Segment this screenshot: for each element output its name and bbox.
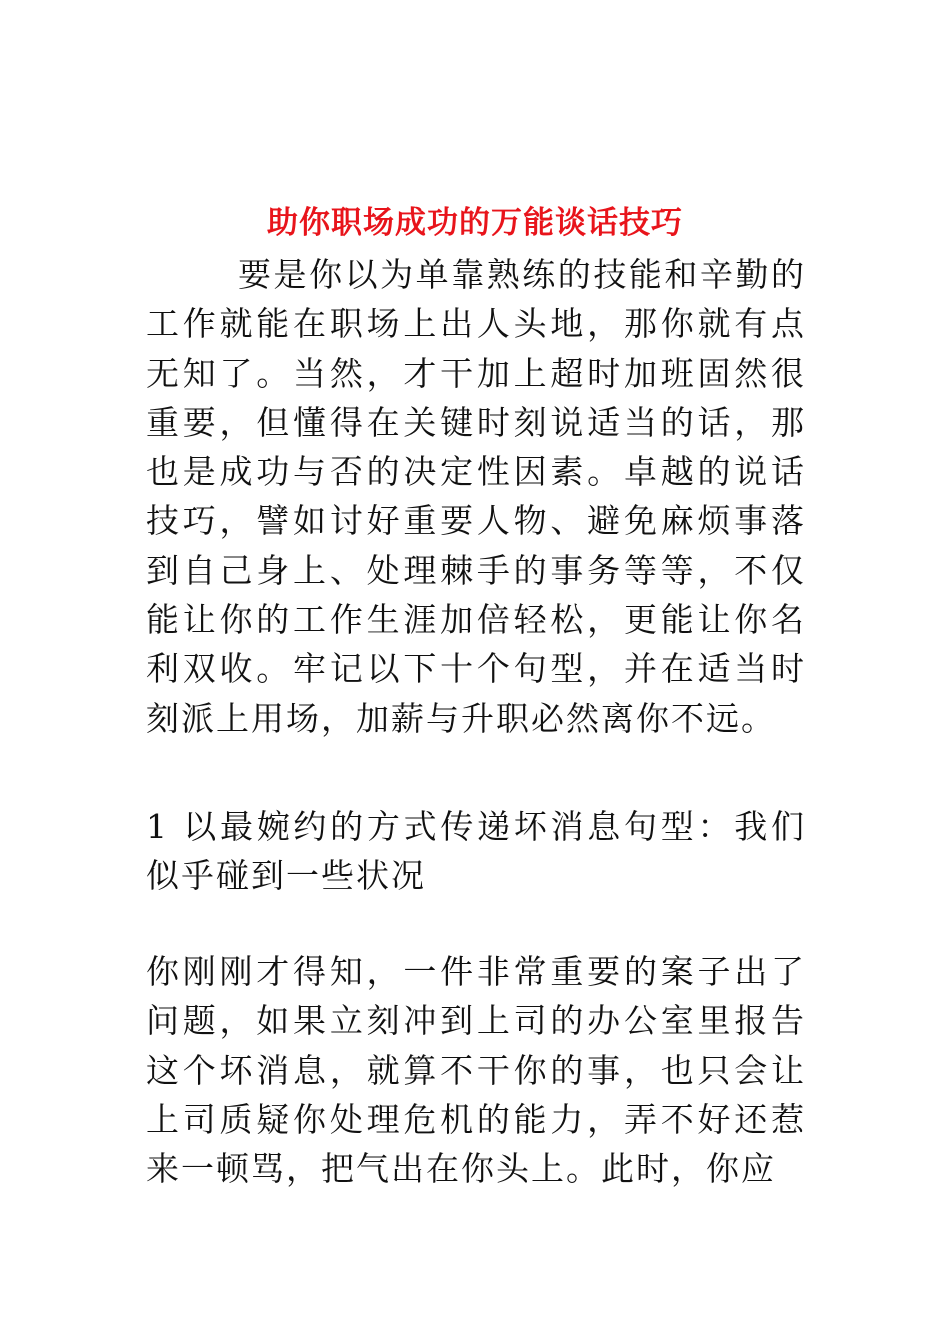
section-paragraph-1: 你刚刚才得知，一件非常重要的案子出了问题，如果立刻冲到上司的办公室里报告这个坏消息，就算不干你的事，也只会让上司质疑你处理危机的能力，弄不好还惹来一顿骂，把气出在你头上。此时，你应: [146, 952, 806, 1189]
intro-paragraph: 要是你以为单靠熟练的技能和辛勤的工作就能在职场上出人头地，那你就有点无知了。当然，才干加上超时加班固然很重要，但懂得在关键时刻说适当的话，那也是成功与否的决定性因素。卓越的说话技巧，譬如讨好重要人物、避免麻烦事落到自己身上、处理棘手的事务等等，不仅能让你的工作生涯加倍轻松，更能让你名利双收。牢记以下十个句型，并在适当时刻派上用场，加薪与升职必然离你不远。: [146, 255, 806, 738]
document-title: 助你职场成功的万能谈话技巧: [267, 204, 683, 241]
section-heading-1: 1 以最婉约的方式传递坏消息句型：我们似乎碰到一些状况: [146, 807, 806, 896]
